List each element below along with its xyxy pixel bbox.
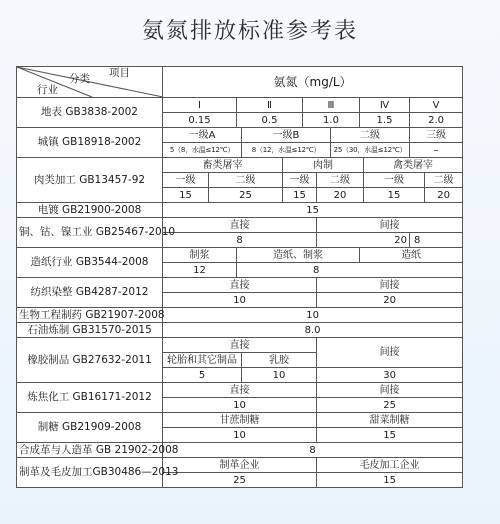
grade-cell: Ⅲ (303, 98, 360, 113)
value-cell: 8.0 (163, 323, 463, 338)
row-label: 制革及毛皮加工GB30486—2013 (17, 458, 163, 488)
level-cell: 一级 (283, 173, 317, 188)
row-label: 肉类加工 GB13457-92 (17, 158, 163, 203)
category-cell: 甘蔗制糖 (163, 413, 317, 428)
value-cell: 20 (425, 188, 463, 203)
value-cell: 8 (410, 233, 463, 248)
grade-cell: Ⅱ (237, 98, 303, 113)
value-cell: 25 (317, 398, 463, 413)
table-row (17, 308, 463, 323)
level-cell: 一级 (163, 173, 209, 188)
category-cell: 禽类屠宰 (364, 158, 463, 173)
table-row (17, 203, 463, 218)
value-cell: 15 (163, 203, 463, 218)
grade-cell: 一级A (163, 128, 242, 143)
category-cell: 直接 (163, 218, 317, 233)
table-row (17, 98, 463, 113)
value-cell: 8 (163, 233, 317, 248)
level-cell: 二级 (209, 173, 283, 188)
row-label: 铜、钴、镍工业 GB25467-2010 (17, 218, 163, 248)
category-cell: 制革企业 (163, 458, 317, 473)
table-row (17, 158, 463, 173)
category-cell: 造纸、制浆 (237, 248, 360, 263)
value-cell: 2.0 (410, 113, 463, 128)
page-title: 氨氮排放标准参考表 (141, 19, 358, 44)
level-cell: 二级 (317, 173, 364, 188)
table-row (17, 278, 463, 293)
header-item: 项目 (109, 67, 130, 79)
row-label: 合成革与人造革 GB 21902-2008 (17, 443, 163, 458)
table-row (17, 413, 463, 428)
value-cell: – (410, 143, 463, 158)
table-row (17, 458, 463, 473)
category-cell: 甜菜制糖 (317, 413, 463, 428)
value-cell: 20 (317, 293, 463, 308)
category-cell: 直接 (163, 338, 317, 353)
header-ammonia: 氨氮（mg/L） (163, 67, 463, 98)
row-label: 电镀 GB21900-2008 (17, 203, 163, 218)
value-cell: 10 (163, 428, 317, 443)
header-category: 分类 (69, 73, 90, 85)
table-header-row (17, 67, 463, 98)
ammonia-standards-table (16, 66, 463, 488)
value-cell: 8（12，水温≤12℃） (242, 143, 331, 158)
table-row (17, 128, 463, 143)
grade-cell: Ⅳ (360, 98, 410, 113)
grade-cell: 三级 (410, 128, 463, 143)
row-label: 制糖 GB21909-2008 (17, 413, 163, 443)
value-cell: 25 (209, 188, 283, 203)
value-cell: 10 (163, 308, 463, 323)
value-cell: 5（8，水温≤12℃） (163, 143, 242, 158)
category-cell: 间接 (317, 338, 463, 368)
row-label: 纺织染整 GB4287-2012 (17, 278, 163, 308)
value-cell: 15 (317, 428, 463, 443)
value-cell: 25（30，水温≤12℃） (331, 143, 410, 158)
table-row (17, 218, 463, 233)
category-cell: 直接 (163, 383, 317, 398)
value-cell: 0.15 (163, 113, 237, 128)
value-cell: 20 (317, 188, 364, 203)
category-cell: 肉制 (283, 158, 364, 173)
header-industry: 行业 (37, 84, 58, 96)
value-cell: 12 (163, 263, 237, 278)
row-label: 地表 GB3838-2002 (17, 98, 163, 128)
category-cell: 制浆 (163, 248, 237, 263)
table-row (17, 323, 463, 338)
value-cell: 15 (163, 188, 209, 203)
table-row (17, 338, 463, 353)
row-label: 生物工程制药 GB21907-2008 (17, 308, 163, 323)
value-cell: 10 (242, 368, 317, 383)
row-label: 橡胶制品 GB27632-2011 (17, 338, 163, 383)
value-cell: 10 (163, 398, 317, 413)
category-cell: 畜类屠宰 (163, 158, 283, 173)
diagonal-header-cell (17, 67, 163, 98)
grade-cell: Ⅰ (163, 98, 237, 113)
grade-cell: 一级B (242, 128, 331, 143)
level-cell: 一级 (364, 173, 425, 188)
category-cell: 间接 (317, 218, 463, 233)
row-label: 造纸行业 GB3544-2008 (17, 248, 163, 278)
level-cell: 二级 (425, 173, 463, 188)
value-cell: 15 (283, 188, 317, 203)
category-cell: 间接 (317, 383, 463, 398)
value-cell: 8 (237, 263, 463, 278)
value-cell: 30 (317, 368, 463, 383)
value-cell: 15 (317, 473, 463, 488)
subcategory-cell: 轮胎和其它制品 (163, 353, 242, 368)
value-cell: 0.5 (237, 113, 303, 128)
value-cell: 1.5 (360, 113, 410, 128)
category-cell: 毛皮加工企业 (317, 458, 463, 473)
category-cell: 直接 (163, 278, 317, 293)
category-cell: 间接 (317, 278, 463, 293)
value-cell: 15 (364, 188, 425, 203)
table-row (17, 248, 463, 263)
value-cell: 25 (163, 473, 317, 488)
value-cell: 5 (163, 368, 242, 383)
subcategory-cell: 乳胶 (242, 353, 317, 368)
table-row (17, 443, 463, 458)
table-row (17, 383, 463, 398)
value-cell: 8 (163, 443, 463, 458)
row-label: 石油炼制 GB31570-2015 (17, 323, 163, 338)
value-cell: 20 (317, 233, 410, 248)
value-cell: 1.0 (303, 113, 360, 128)
grade-cell: 二级 (331, 128, 410, 143)
category-cell: 造纸 (360, 248, 463, 263)
grade-cell: Ⅴ (410, 98, 463, 113)
row-label: 城镇 GB18918-2002 (17, 128, 163, 158)
value-cell: 10 (163, 293, 317, 308)
row-label: 炼焦化工 GB16171-2012 (17, 383, 163, 413)
